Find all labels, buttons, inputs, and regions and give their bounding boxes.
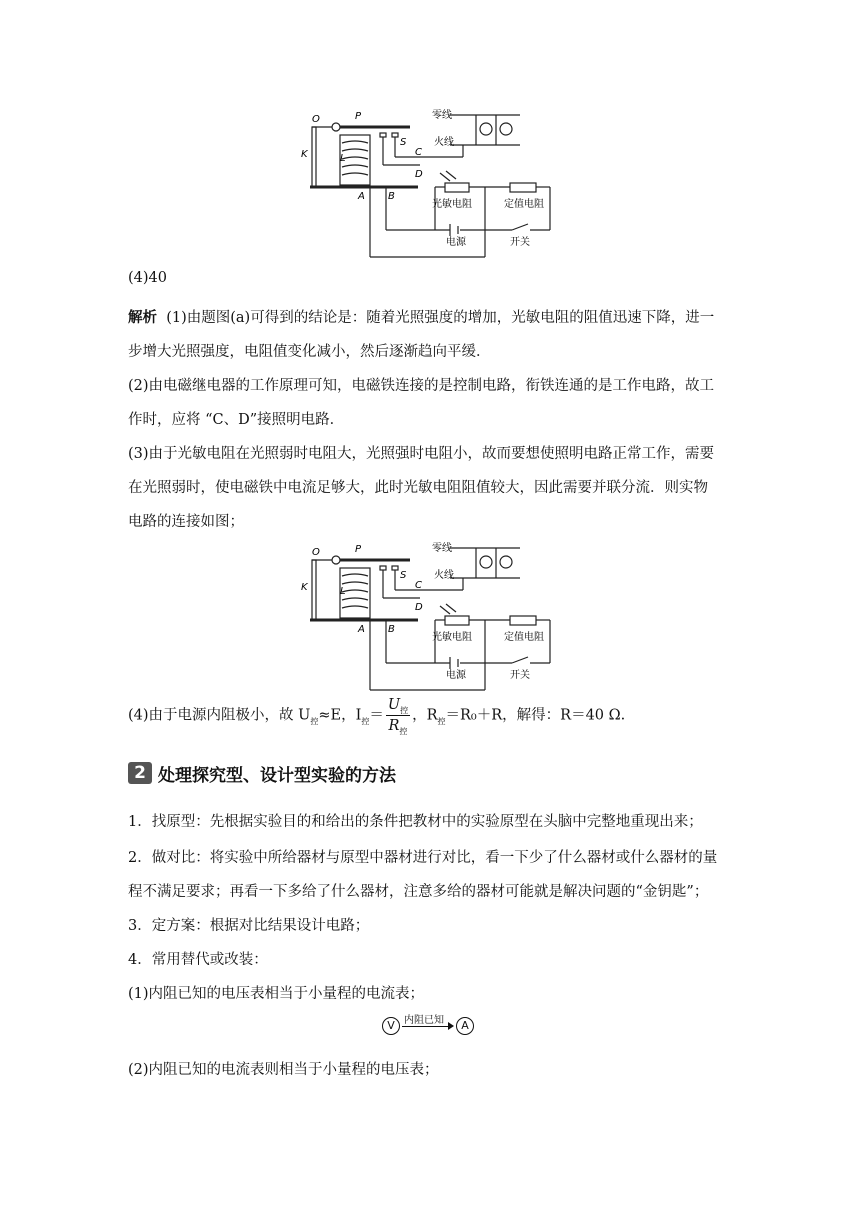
subscript-ctrl: 控 [437, 716, 446, 726]
live-line-label: 火线 [434, 137, 454, 148]
label-d: D [415, 602, 423, 613]
label-s: S [400, 570, 407, 581]
relay-circuit-figure-2 [300, 538, 560, 693]
step-1: 1．找原型：先根据实验目的和给出的条件把教材中的实验原型在头脑中完整地重现出来； [128, 814, 703, 830]
arrow-icon [402, 1026, 452, 1027]
frac-denominator: R [388, 717, 400, 734]
fixed-resistor-label: 定值电阻 [504, 632, 544, 643]
label-a: A [358, 191, 365, 202]
analysis-label: 解析 [128, 310, 157, 326]
label-b: B [388, 624, 395, 635]
sub-step-2: (2)内阻已知的电流表则相当于小量程的电压表； [128, 1062, 439, 1078]
voltmeter-icon: V [382, 1017, 400, 1035]
arrow-head-icon [448, 1022, 454, 1030]
sub-step-1: (1)内阻已知的电压表相当于小量程的电流表； [128, 986, 425, 1002]
step-2-line1: 2．做对比：将实验中所给器材与原型中器材进行对比，看一下少了什么器材或什么器材的量 [128, 850, 718, 866]
power-source-label: 电源 [446, 670, 466, 681]
para4-comma-r: ，R [412, 707, 438, 724]
section-number-badge: 2 [128, 762, 152, 784]
subscript-ctrl: 控 [361, 716, 370, 726]
analysis-para2-line1: (2)由电磁继电器的工作原理可知，电磁铁连接的是控制电路，衔铁连通的是工作电路，故工 [128, 378, 715, 394]
subscript-ctrl: 控 [399, 726, 408, 736]
power-source-label: 电源 [446, 237, 466, 248]
step-2-line2: 程不满足要求；再看一下多给了什么器材，注意多给的器材可能就是解决问题的“金钥匙”； [128, 884, 709, 900]
label-k: K [301, 582, 308, 593]
label-p: P [355, 544, 362, 555]
photoresistor-label: 光敏电阻 [432, 632, 472, 643]
para4-eq: ＝ [369, 707, 384, 724]
subscript-ctrl: 控 [310, 716, 319, 726]
step-4: 4．常用替代或改装： [128, 952, 268, 968]
label-d: D [415, 169, 423, 180]
analysis-para1-line1 [128, 306, 714, 327]
analysis-text: (1)由题图(a)可得到的结论是：随着光照强度的增加，光敏电阻的阻值迅速下降，进一 [166, 310, 715, 326]
live-line-label: 火线 [434, 570, 454, 581]
label-o: O [312, 114, 320, 125]
answer-4: (4)40 [128, 270, 167, 286]
label-c: C [415, 147, 422, 158]
label-l: L [340, 586, 346, 597]
para4-prefix: (4)由于电源内阻极小，故 U [128, 707, 311, 724]
fraction-u-over-r [386, 697, 410, 736]
label-c: C [415, 580, 422, 591]
switch-label: 开关 [510, 670, 530, 681]
para4-rest: ＝R₀＋R，解得：R＝40 Ω. [445, 707, 626, 724]
analysis-para2-line2: 作时，应将 “C、D”接照明电路． [128, 412, 345, 428]
analysis-para3-line3: 电路的连接如图； [128, 514, 244, 530]
label-l: L [340, 153, 346, 164]
label-p: P [355, 111, 362, 122]
voltmeter-to-ammeter-diagram [382, 1014, 482, 1038]
analysis-para1-line2: 步增大光照强度，电阻值变化减小，然后逐渐趋向平缓． [128, 344, 491, 360]
label-s: S [400, 137, 407, 148]
section-title: 处理探究型、设计型实验的方法 [158, 766, 396, 786]
label-k: K [301, 149, 308, 160]
analysis-para4 [128, 697, 626, 736]
label-o: O [312, 547, 320, 558]
step-3: 3．定方案：根据对比结果设计电路； [128, 918, 370, 934]
analysis-para3-line1: (3)由于光敏电阻在光照弱时电阻大，光照强时电阻小，故而要想使照明电路正常工作，需要 [128, 446, 715, 462]
neutral-line-label: 零线 [432, 543, 452, 554]
switch-label: 开关 [510, 237, 530, 248]
frac-numerator: U [387, 697, 401, 713]
fixed-resistor-label: 定值电阻 [504, 199, 544, 210]
analysis-para3-line2: 在光照弱时，使电磁铁中电流足够大，此时光敏电阻阻值较大，因此需要并联分流．则实物 [128, 480, 708, 496]
label-b: B [388, 191, 395, 202]
para4-approx: ≈E，I [318, 707, 362, 724]
neutral-line-label: 零线 [432, 110, 452, 121]
relay-circuit-figure-1 [300, 105, 560, 260]
ammeter-icon: A [456, 1017, 474, 1035]
label-a: A [358, 624, 365, 635]
subscript-ctrl: 控 [400, 706, 409, 715]
photoresistor-label: 光敏电阻 [432, 199, 472, 210]
arrow-label: 内阻已知 [404, 1015, 444, 1026]
